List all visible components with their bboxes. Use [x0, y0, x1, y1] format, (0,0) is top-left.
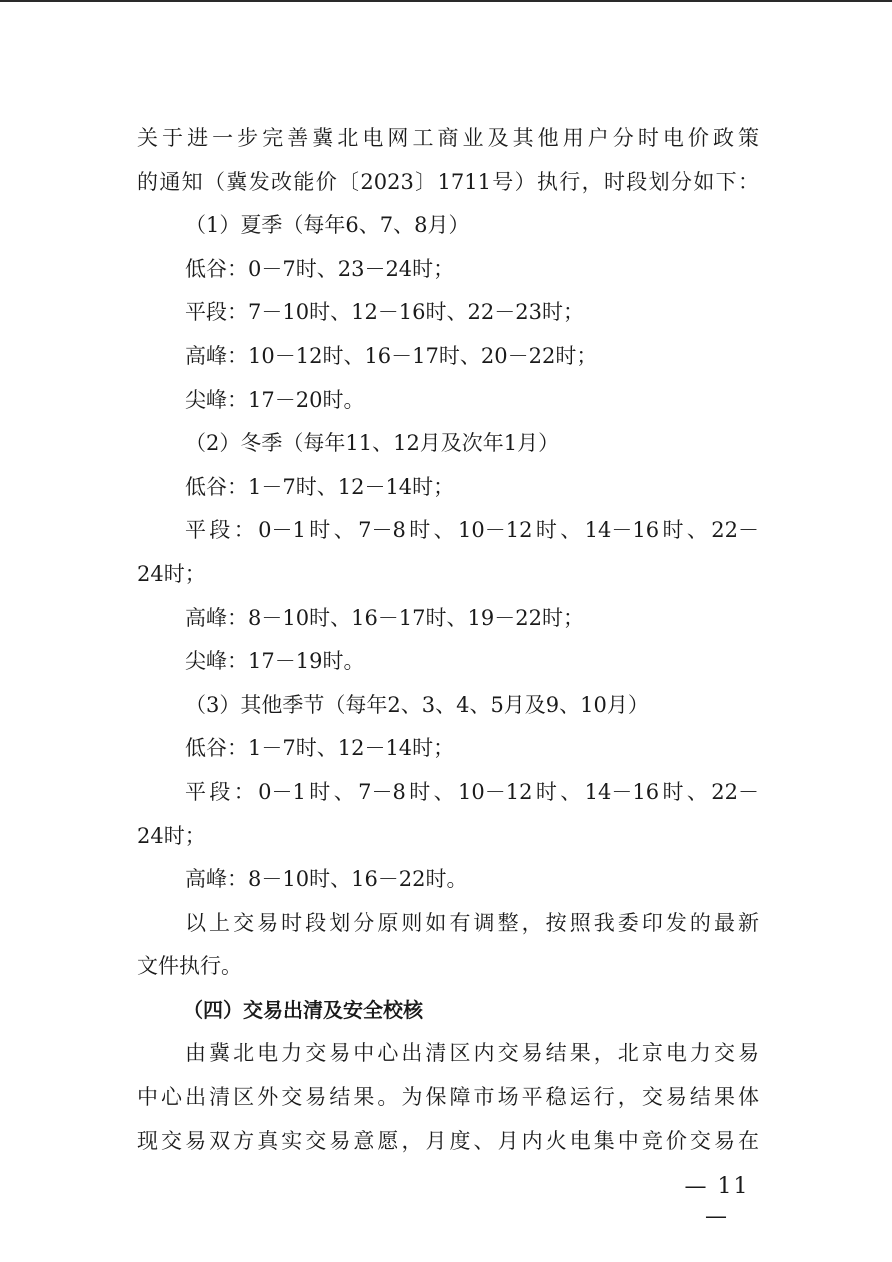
section-heading: （四）交易出清及安全校核 — [183, 997, 423, 1022]
text-line: 平段：0－1时、7－8时、10－12时、14－16时、22－ — [185, 518, 759, 543]
text-line: 平段：7－10时、12－16时、22－23时； — [185, 300, 584, 325]
text-line: 尖峰：17－20时。 — [185, 387, 365, 412]
text-line: 低谷：1－7时、12－14时； — [185, 736, 455, 761]
text-line: 文件执行。 — [137, 954, 242, 979]
text-line: 尖峰：17－19时。 — [185, 649, 365, 674]
text-line: 关于进一步完善冀北电网工商业及其他用户分时电价政策 — [137, 126, 759, 150]
text-line: 由冀北电力交易中心出清区内交易结果，北京电力交易 — [185, 1041, 759, 1066]
season-heading-winter: （2）冬季（每年11、12月及次年1月） — [185, 431, 560, 456]
text-line: 平段：0－1时、7－8时、10－12时、14－16时、22－ — [185, 779, 759, 804]
text-line: 的通知（冀发改能价〔2023〕1711号）执行，时段划分如下： — [137, 169, 759, 194]
text-line: 以上交易时段划分原则如有调整，按照我委印发的最新 — [185, 910, 759, 935]
text-line: 高峰：8－10时、16－22时。 — [185, 867, 468, 892]
text-line: 24时； — [137, 561, 206, 586]
text-line: 高峰：8－10时、16－17时、19－22时； — [185, 605, 584, 630]
text-line: 24时； — [137, 823, 206, 848]
text-line: 中心出清区外交易结果。为保障市场平稳运行，交易结果体 — [137, 1085, 759, 1110]
top-border-line — [0, 0, 892, 2]
season-heading-summer: （1）夏季（每年6、7、8月） — [185, 213, 470, 238]
text-line: 高峰：10－12时、16－17时、20－22时； — [185, 343, 598, 368]
text-line: 现交易双方真实交易意愿，月度、月内火电集中竞价交易在 — [137, 1128, 759, 1153]
text-line: 低谷：0－7时、23－24时； — [185, 256, 455, 281]
document-body — [137, 117, 759, 1163]
season-heading-other: （3）其他季节（每年2、3、4、5月及9、10月） — [185, 692, 649, 717]
page-number: — 11 — — [684, 1174, 750, 1229]
text-line: 低谷：1－7时、12－14时； — [185, 474, 455, 499]
